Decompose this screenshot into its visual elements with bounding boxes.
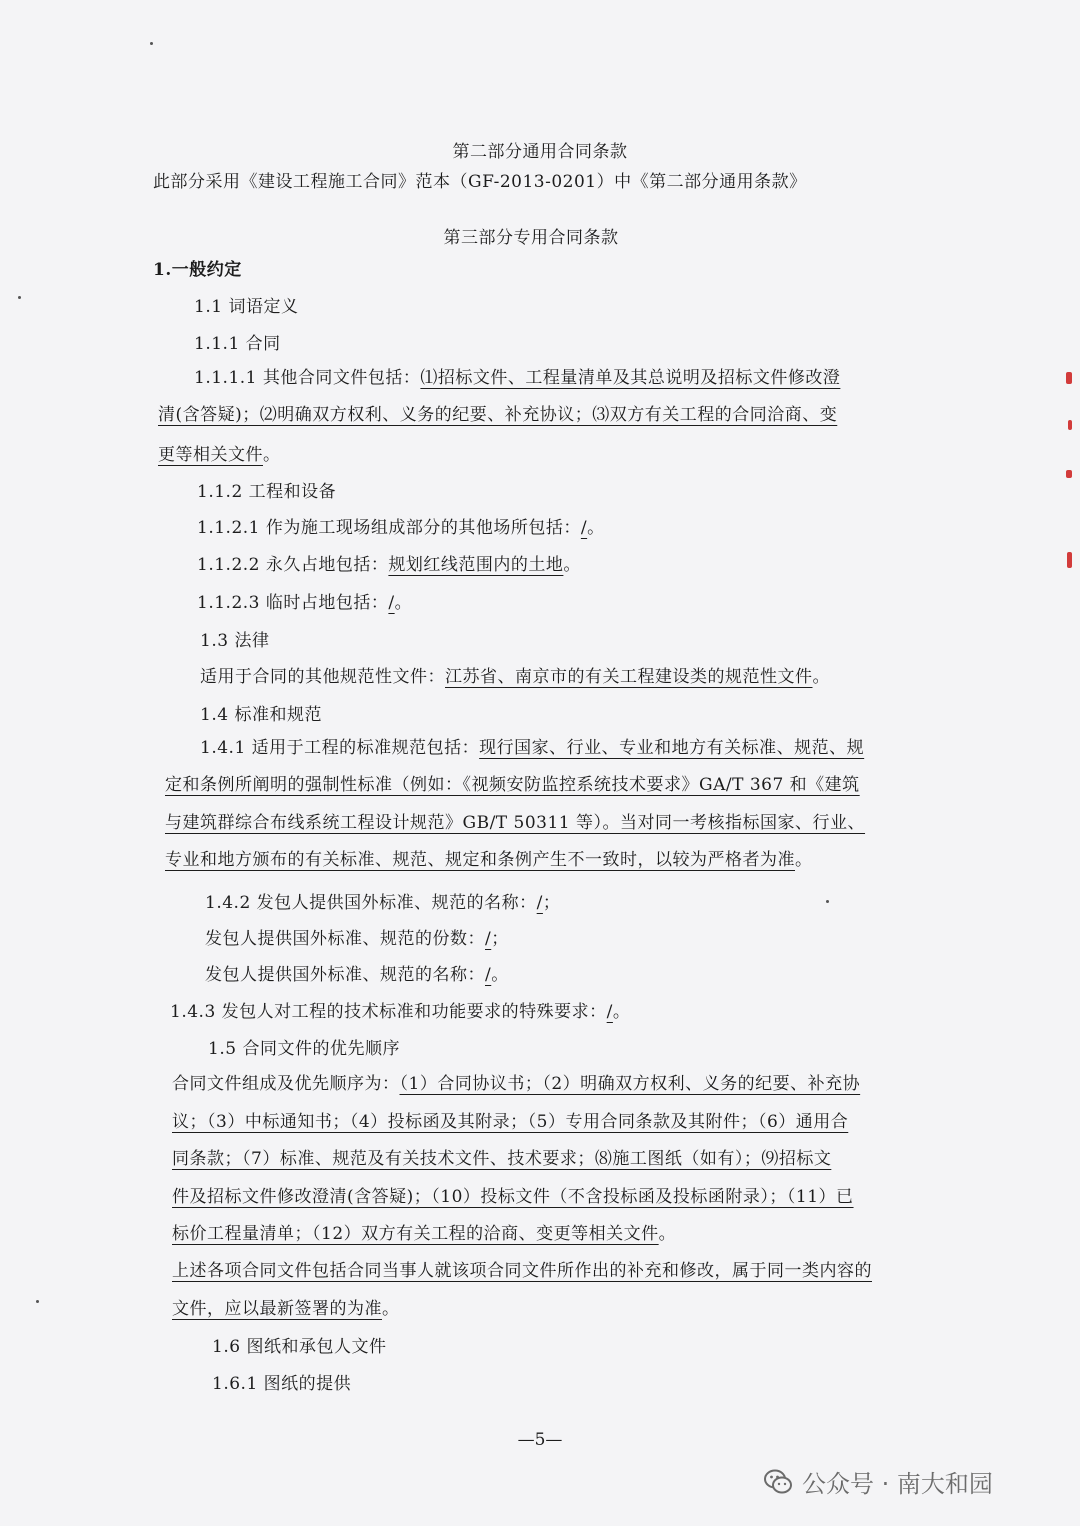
clause-1-5-line4: 件及招标文件修改澄清(含答疑)；（10）投标文件（不含投标函及投标函附录）；（11）已 [172,1187,854,1207]
scan-speck [18,296,21,299]
section-1-4-heading: 1.4 标准和规范 [200,705,322,725]
watermark [762,1464,993,1499]
part2-title: 第二部分通用合同条款 [452,142,628,162]
clause-1-4-2-b: 发包人提供国外标准、规范的份数：/； [205,929,509,949]
clause-1-5-line3: 同条款；（7）标准、规范及有关技术文件、技术要求；⑻施工图纸（如有）；⑼招标文 [172,1149,832,1169]
clause-1-1-1-1-line2: 清(含答疑)；⑵明确双方权利、义务的纪要、补充协议；⑶双方有关工程的合同洽商、变 [158,405,838,425]
clause-1-1-1-1-line3: 更等相关文件。 [158,445,281,465]
page-number: —5— [517,1430,563,1450]
part3-title: 第三部分专用合同条款 [443,228,619,248]
section-1-1-2-heading: 1.1.2 工程和设备 [197,482,337,502]
clause-1-1-2-1: 1.1.2.1 作为施工现场组成部分的其他场所包括：/。 [197,518,605,538]
clause-1-4-1-line1: 1.4.1 适用于工程的标准规范包括：现行国家、行业、专业和地方有关标准、规范、规 [200,738,865,758]
scan-speck [150,42,153,45]
clause-1-4-1-line4: 专业和地方颁布的有关标准、规范、规定和条例产生不一致时，以较为严格者为准。 [165,850,813,870]
section-1-1-heading: 1.1 词语定义 [194,297,299,317]
scan-speck [826,900,829,903]
section-1-1-1-heading: 1.1.1 合同 [194,334,281,354]
clause-1-3-text: 适用于合同的其他规范性文件：江苏省、南京市的有关工程建设类的规范性文件。 [200,667,830,687]
scan-speck [36,1300,39,1303]
section-1-3-heading: 1.3 法律 [200,631,270,651]
clause-1-4-2-a: 1.4.2 发包人提供国外标准、规范的名称：/； [205,893,561,913]
clause-1-5-line6: 上述各项合同文件包括合同当事人就该项合同文件所作出的补充和修改，属于同一类内容的 [172,1261,872,1281]
section-1-6-1-heading: 1.6.1 图纸的提供 [212,1374,352,1394]
section-1-5-heading: 1.5 合同文件的优先顺序 [208,1039,400,1059]
clause-1-4-1-line3: 与建筑群综合布线系统工程设计规范》GB/T 50311 等）。当对同一考核指标国家、行业、 [165,813,866,833]
seal-mark [1067,552,1072,568]
seal-mark [1066,470,1072,478]
clause-1-4-1-line2: 定和条例所阐明的强制性标准（例如：《视频安防监控系统技术要求》GA/T 367 和《建筑 [165,775,860,795]
section-1-6-heading: 1.6 图纸和承包人文件 [212,1337,387,1357]
clause-1-5-line2: 议；（3）中标通知书；（4）投标函及其附录；（5）专用合同条款及其附件；（6）通用合 [172,1112,849,1132]
seal-mark [1068,420,1072,430]
clause-1-5-line5: 标价工程量清单；（12）双方有关工程的洽商、变更等相关文件。 [172,1224,677,1244]
clause-1-4-2-c: 发包人提供国外标准、规范的名称：/。 [205,965,509,985]
clause-1-1-2-3: 1.1.2.3 临时占地包括：/。 [197,593,413,613]
wechat-icon [762,1466,794,1498]
watermark-text: 公众号 · 南大和园 [802,1470,993,1498]
clause-1-1-2-2: 1.1.2.2 永久占地包括：规划红线范围内的土地。 [197,555,581,575]
section-1-heading: 1.一般约定 [153,260,242,280]
seal-mark [1066,372,1072,384]
part2-note: 此部分采用《建设工程施工合同》范本（GF-2013-0201）中《第二部分通用条款》 [153,172,807,192]
clause-1-4-3: 1.4.3 发包人对工程的技术标准和功能要求的特殊要求：/。 [170,1002,631,1022]
clause-1-5-line1: 合同文件组成及优先顺序为：（1）合同协议书；（2）明确双方权利、义务的纪要、补充协 [172,1074,861,1094]
clause-1-5-line7: 文件，应以最新签署的为准。 [172,1299,400,1319]
clause-1-1-1-1-line1: 1.1.1.1 其他合同文件包括：⑴招标文件、工程量清单及其总说明及招标文件修改澄 [194,368,841,388]
